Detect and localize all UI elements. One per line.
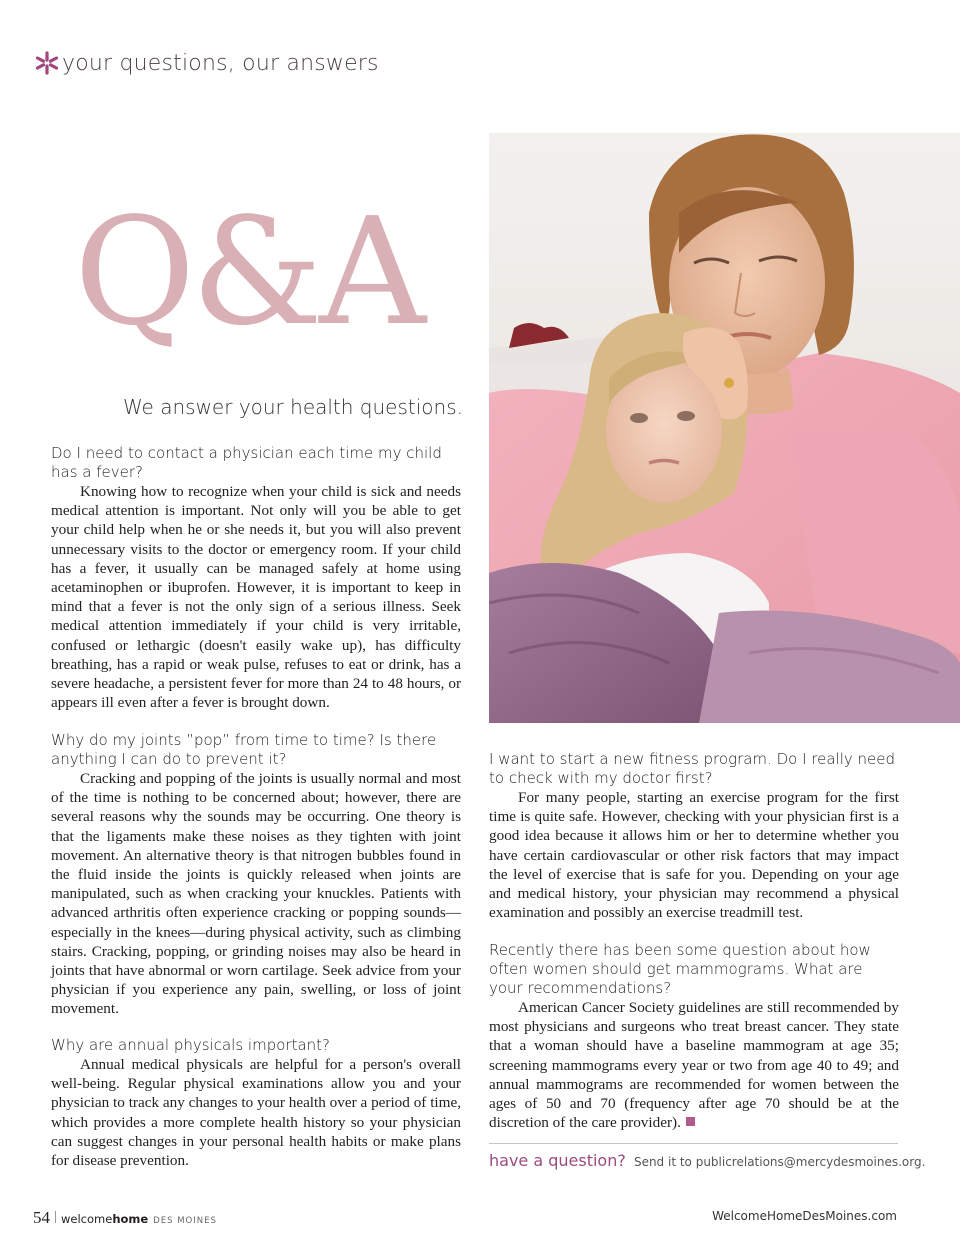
- answer-text-body: American Cancer Society guidelines are still recommended by most physicians and surgeons who treat breast cancer. They state that a woman should have a baseline mammogram at age 35; screening mammograms every year or two from age 40 to 49; and annual mammograms are recommended for women between the ages of 50 and 70 (frequency after age 70 should be at the discretion of the care provider).: [489, 999, 899, 1132]
- question-heading: Do I need to contact a physician each time my child has a fever?: [51, 444, 442, 481]
- ask-heading: have a question?: [489, 1151, 626, 1170]
- section-header: [34, 46, 379, 80]
- ask-email-text[interactable]: Send it to publicrelations@mercydesmoines.org.: [633, 1155, 926, 1169]
- end-mark-icon: [686, 1117, 695, 1126]
- article-mammograms: [489, 941, 899, 1132]
- ask-a-question: [489, 1151, 925, 1170]
- article-physicals: [51, 1036, 461, 1170]
- answer-text: Annual medical physicals are helpful for a person's overall well-being. Regular physical examinations allow you and your physician to track any changes to your health over a period of time, which provides a more complete health history so your physician can suggest changes in your personal health habits or make plans for disease prevention.: [51, 1056, 461, 1170]
- mother-daughter-photo: [489, 133, 960, 723]
- answer-text: For many people, starting an exercise program for the first time is quite safe. However, checking with your physician first is a good idea because it allows him or her to determine whether you have certain cardiovascular or other risk factors that may impact the level of exercise that is safe for you. Depending on your age and medical history, your physician may recommend a physical examination and possibly an exercise treadmill test.: [489, 789, 899, 922]
- article-joints: [51, 731, 461, 1019]
- asterisk-flower-icon: [34, 50, 60, 76]
- answer-text: Cracking and popping of the joints is usually normal and most of the time is nothing to be concerned about; however, there are several reasons why the sounds may be occurring. One theory is that the ligaments make these noises as they tighten with joint movement. An alternative theory is that nitrogen bubbles found in the fluid inside the joints is quickly released when joints are manipulated, such as when cracking your knuckles. Patients with advanced arthritis often experience cracking or popping sounds—especially in the knees—during physical activity, such as climbing stairs. Cracking, popping, or grinding noises may also be heard in joints that have abnormal or worn cartilage. Seek advice from your physician if you experience any pain, swelling, or loss of joint movement.: [51, 770, 461, 1018]
- divider: [489, 1143, 898, 1144]
- footer-folio: [33, 1208, 217, 1228]
- qa-title: Q&A: [74, 186, 422, 358]
- brand-home: home: [112, 1212, 149, 1226]
- question-heading: Why do my joints ”pop” from time to time? Is there anything I can do to prevent it?: [51, 731, 437, 768]
- question-heading: I want to start a new fitness program. Do I really need to check with my doctor first?: [489, 750, 895, 787]
- question-heading: Recently there has been some question about how often women should get mammograms. What are your recommendations?: [489, 941, 871, 997]
- answer-text: [489, 998, 899, 1132]
- article-fever: [51, 444, 461, 712]
- question-heading: Why are annual physicals important?: [51, 1036, 330, 1054]
- section-title: your questions, our answers: [62, 50, 379, 76]
- answer-text: Knowing how to recognize when your child is sick and needs medical attention is important. Not only will you be able to get your child help when he or she needs it, but you will also prevent unnecessary visits to the doctor or emergency room. If your child has a fever, it usually can be managed safely at home using acetaminophen or ibuprofen. However, it is important to keep in mind that a fever is not the only sign of a serious illness. Seek medical attention immediately if your child is very irritable, confused or lethargic (doesn't easily wake up), has difficulty breathing, has a rapid or weak pulse, refuses to eat or drink, has a severe headache, a persistent fever for more than 24 to 48 hours, or appears ill even after a fever is brought down.: [51, 483, 461, 712]
- qa-subtitle: We answer your health questions.: [122, 395, 463, 419]
- brand-welcome: welcome: [61, 1212, 113, 1226]
- article-fitness: [489, 750, 899, 922]
- folio-divider: [55, 1211, 56, 1223]
- brand-city: DES MOINES: [153, 1216, 217, 1226]
- footer-website[interactable]: WelcomeHomeDesMoines.com: [712, 1209, 897, 1223]
- page-number: 54: [33, 1208, 50, 1227]
